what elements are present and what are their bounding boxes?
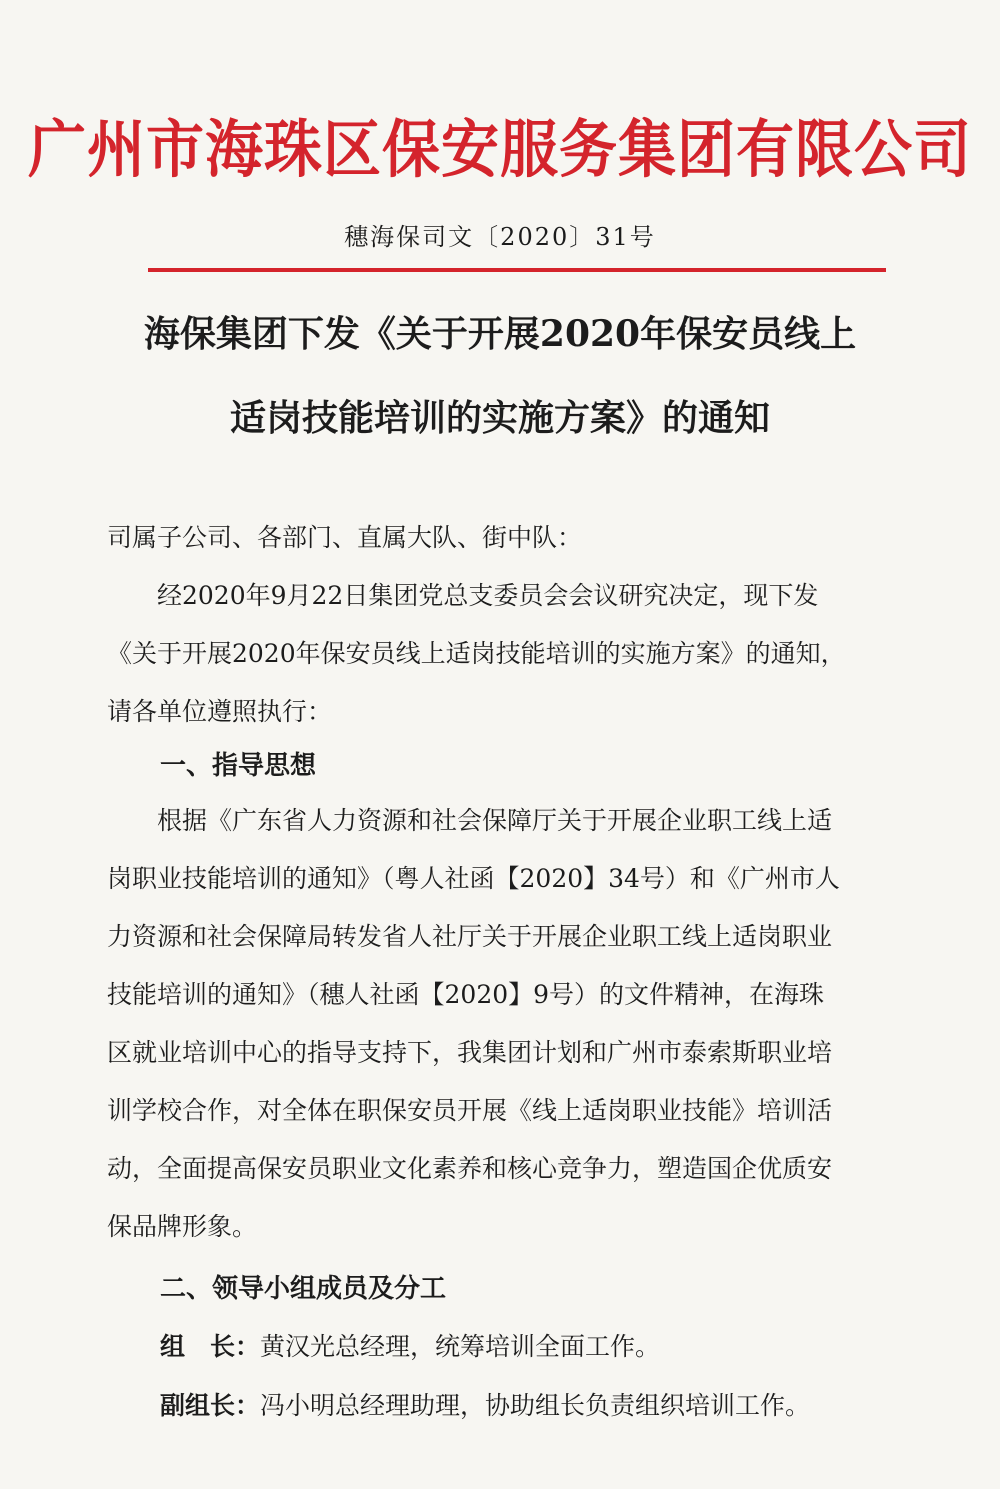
paragraph-line: 《关于开展2020年保安员线上适岗技能培训的实施方案》的通知， (107, 639, 846, 668)
letterhead: 广州市海珠区保安服务集团有限公司 (27, 112, 972, 187)
title-line-1: 海保集团下发《关于开展2020年保安员线上 (143, 313, 857, 355)
document-number: 穗海保司文〔2020〕31号 (344, 223, 656, 251)
role-text: 冯小明总经理助理，协助组长负责组织培训工作。 (260, 1391, 811, 1420)
role-label: 副组长： (160, 1391, 261, 1420)
guiding-principle-paragraph (107, 792, 927, 1256)
red-divider (148, 268, 886, 272)
role-label: 组 长： (160, 1332, 261, 1361)
role-text: 黄汉光总经理，统筹培训全面工作。 (260, 1332, 661, 1361)
role-deputy-leader (160, 1377, 810, 1435)
paragraph-line: 根据《广东省人力资源和社会保障厅关于开展企业职工线上适 (107, 806, 833, 835)
title-line-2: 适岗技能培训的实施方案》的通知 (229, 397, 770, 439)
paragraph-line: 训学校合作，对全体在职保安员开展《线上适岗职业技能》培训活 (107, 1096, 833, 1125)
paragraph-line: 请各单位遵照执行： (107, 697, 333, 726)
paragraph-line: 保品牌形象。 (107, 1212, 258, 1241)
paragraph-line: 动，全面提高保安员职业文化素养和核心竞争力，塑造国企优质安 (107, 1154, 833, 1183)
section-heading-guiding-principle: 一、指导思想 (160, 751, 317, 781)
section-heading-leadership-group: 二、领导小组成员及分工 (160, 1274, 447, 1304)
addressee: 司属子公司、各部门、直属大队、街中队： (107, 523, 583, 552)
paragraph-line: 岗职业技能培训的通知》（粤人社函【2020】34号）和《广州市人 (107, 864, 840, 893)
paragraph-line: 经2020年9月22日集团党总支委员会会议研究决定，现下发 (107, 581, 819, 610)
role-leader (160, 1318, 660, 1376)
paragraph-line: 力资源和社会保障局转发省人社厅关于开展企业职工线上适岗职业 (107, 922, 833, 951)
paragraph-line: 技能培训的通知》（穗人社函【2020】9号）的文件精神，在海珠 (107, 980, 825, 1009)
paragraph-line: 区就业培训中心的指导支持下，我集团计划和广州市泰索斯职业培 (107, 1038, 833, 1067)
intro-paragraph (107, 567, 927, 741)
